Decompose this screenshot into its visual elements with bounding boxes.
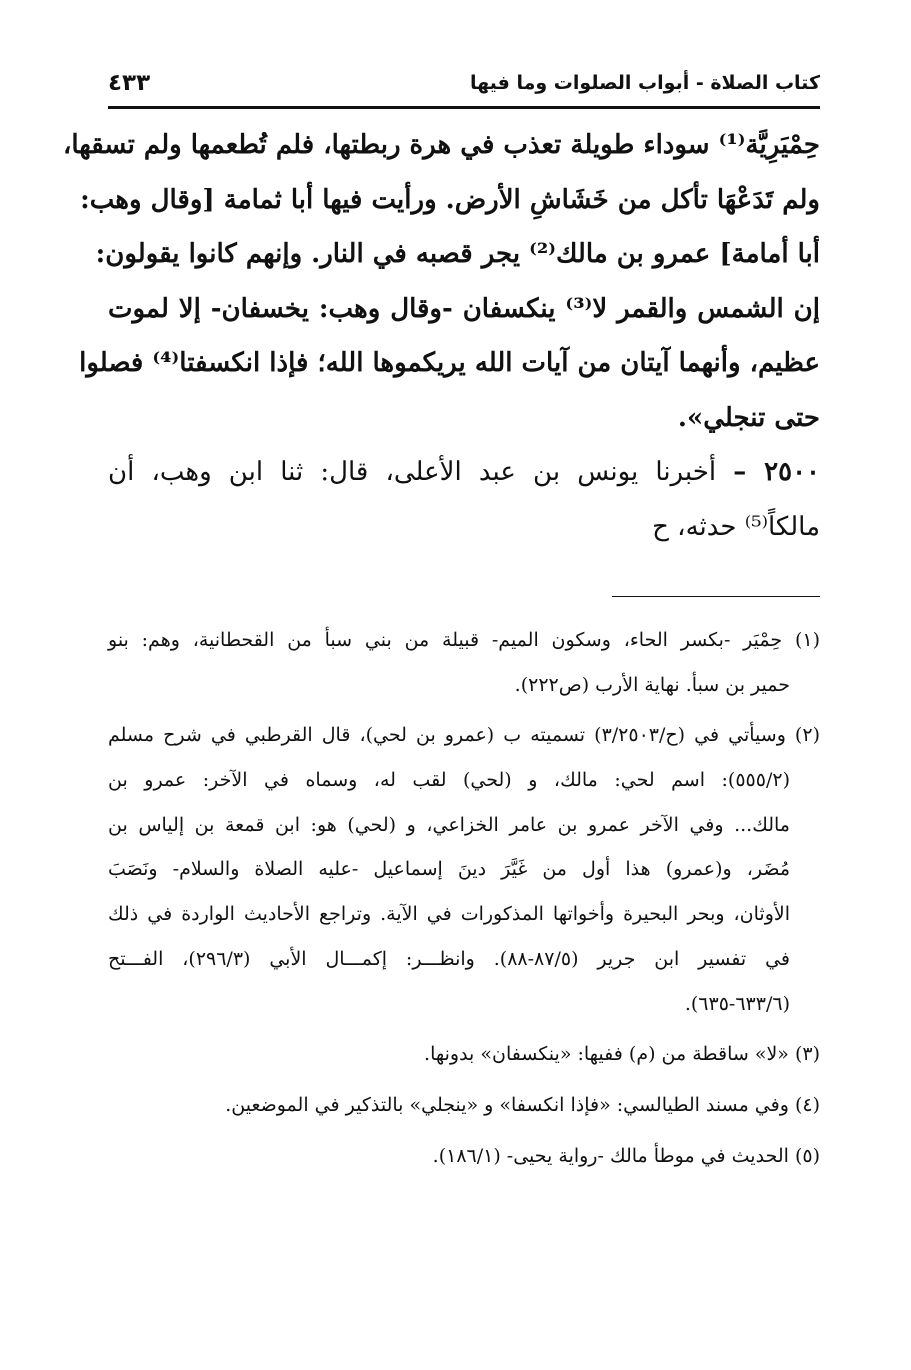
page-header (108, 70, 820, 104)
header-rule (108, 106, 820, 109)
footnote-5 (108, 1134, 820, 1179)
footnote-line: (٦٣٣/٦-٦٣٥). (684, 992, 790, 1015)
page-number: ٤٣٣ (108, 70, 151, 96)
footnote-line: الأوثان، وبحر البحيرة وأخواتها المذكورات في الآية. وتراجع الأحاديث الواردة في ذلك (108, 903, 790, 926)
text-line: أبا أمامة] عمرو بن مالك⁽²⁾ يجر قصبه في النار. وإنهم كانوا يقولون: (95, 239, 820, 269)
footnote-line: حمير بن سبأ. نهاية الأرب (ص٢٢٢). (514, 673, 790, 696)
text-line: ولم تَدَعْهَا تأكل من خَشَاشِ الأرض. ورأيت فيها أبا ثمامة [وقال وهب: (80, 184, 820, 215)
hadith-number: ٢٥٠٠ – (733, 457, 820, 487)
isnad-paragraph (108, 445, 820, 554)
footnote-line: (٢) وسيأتي في (ح/٣/٢٥٠٣) تسميته ب (عمرو بن لحي)، قال القرطبي في شرح مسلم (108, 724, 820, 747)
footnote-3 (108, 1032, 820, 1077)
footnote-line: (٤) وفي مسند الطيالسي: «فإذا انكسفا» و «ينجلي» بالتذكير في الموضعين. (225, 1093, 820, 1116)
main-text (62, 118, 820, 554)
running-title: كتاب الصلاة - أبواب الصلوات وما فيها (469, 72, 820, 94)
footnote-1 (108, 618, 820, 707)
text-line: مالكاً⁽⁵⁾ حدثه، ح (652, 511, 820, 542)
text-line: حِمْيَرِيَّة⁽¹⁾ سوداء طويلة تعذب في هرة ربطتها، فلم تُطعمها ولم تسقها، (62, 130, 820, 160)
text-line (108, 445, 820, 500)
footnote-separator (612, 596, 820, 597)
footnote-line: مُضَر، و(عمرو) هذا أول من غَيَّرَ دينَ إسماعيل -عليه الصلاة والسلام- ونَصَبَ (108, 858, 790, 881)
footnotes (108, 618, 820, 1184)
footnote-line: (٥٥٥/٢): اسم لحي: مالك، و (لحي) لقب له، وسماه في الآخر: عمرو بن (108, 769, 790, 792)
footnote-4 (108, 1083, 820, 1128)
footnote-line: (١) حِمْيَر -بكسر الحاء، وسكون الميم- قبيلة من بني سبأ من القحطانية، وهم: بنو (108, 629, 820, 651)
footnote-2 (108, 713, 820, 1026)
text-line: إن الشمس والقمر لا⁽³⁾ ينكسفان -وقال وهب: يخسفان- إلا لموت (108, 293, 820, 324)
text-line: حتى تنجلي». (677, 402, 820, 433)
isnad-line-text: أخبرنا يونس بن عبد الأعلى، قال: ثنا ابن وهب، أن (108, 457, 717, 487)
footnote-line: مالك... وفي الآخر عمرو بن عامر الخزاعي، و (لحي) هو: ابن قمعة بن إلياس بن (108, 813, 790, 836)
footnote-line: (٥) الحديث في موطأ مالك -رواية يحيى- (١٨٦/١). (432, 1144, 820, 1167)
footnote-line: في تفسير ابن جرير (٨٧/٥-٨٨). وانظـــر: إكمـــال الأبي (٢٩٦/٣)، الفـــتح (108, 947, 791, 970)
footnote-line: (٣) «لا» ساقطة من (م) ففيها: «ينكسفان» بدونها. (424, 1043, 820, 1066)
text-line: عظيم، وأنهما آيتان من آيات الله يريكموها الله؛ فإذا انكسفتا⁽⁴⁾ فصلوا (79, 348, 820, 378)
hadith-text-paragraph (62, 118, 820, 445)
